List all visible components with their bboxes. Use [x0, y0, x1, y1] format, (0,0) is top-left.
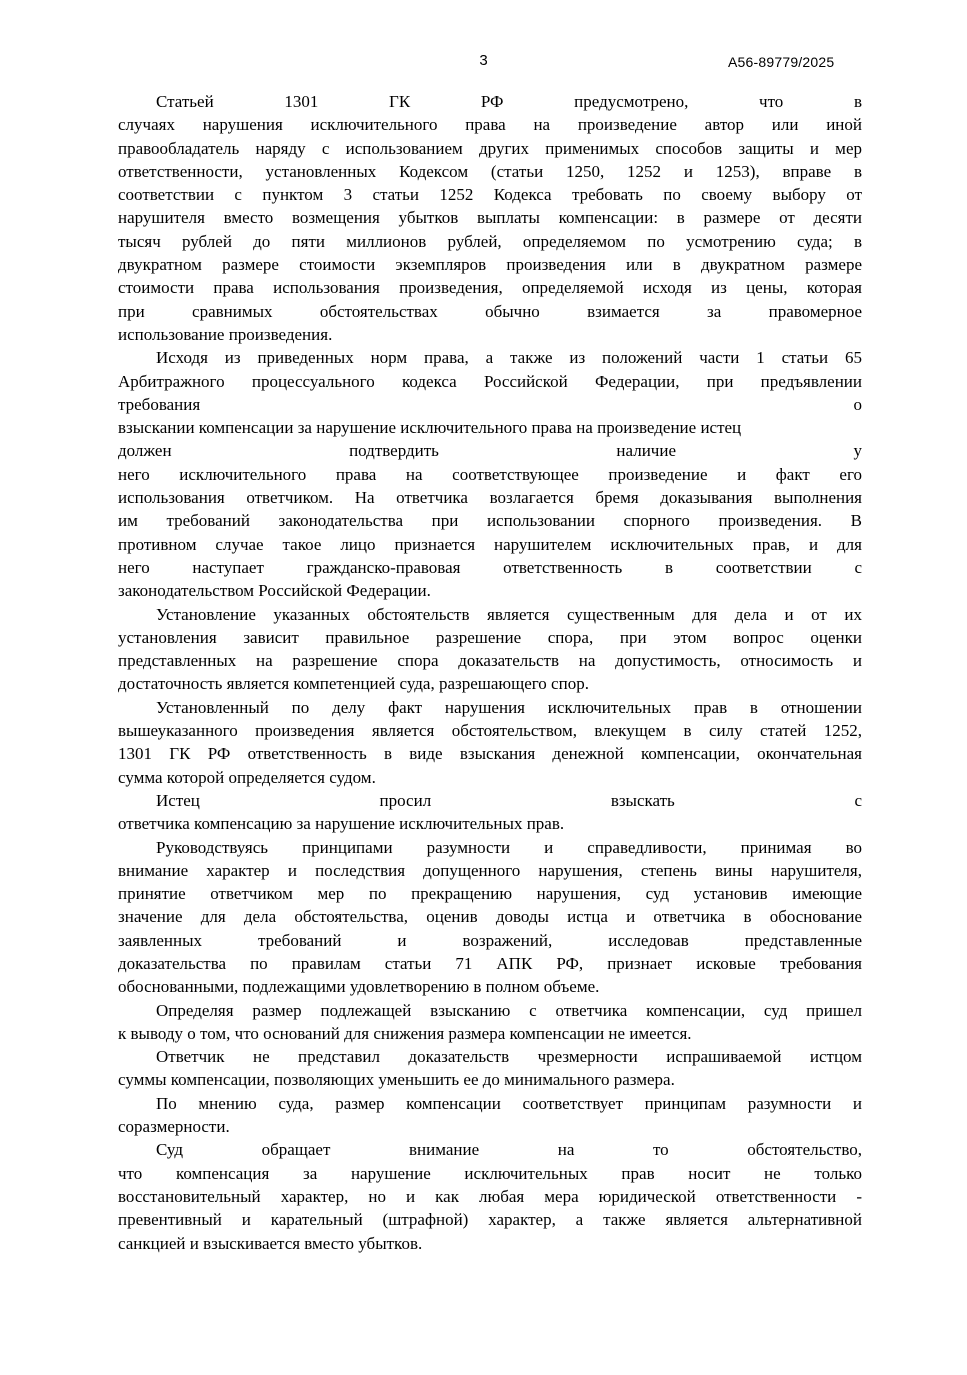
- text-line: восстановительный характер, но и как любая мера юридической ответственности -: [118, 1186, 862, 1206]
- text-line: Суд обращает внимание на то обстоятельство,: [156, 1140, 862, 1160]
- paragraph: [118, 603, 862, 696]
- paragraph: [118, 1045, 862, 1092]
- case-number: А56-89779/2025: [728, 54, 835, 70]
- text-line: достаточность является компетенцией суда, разрешающего спор.: [118, 674, 589, 694]
- text-line: соразмерности.: [118, 1117, 230, 1137]
- text-line: вышеуказанного произведения является обстоятельством, влекущем в силу статей 1252,: [118, 721, 862, 741]
- text-line: Исходя из приведенных норм права, а также из положений части 1 статьи 65: [156, 348, 862, 368]
- paragraph: [118, 999, 862, 1046]
- text-line: что компенсация за нарушение исключительных прав носит не только: [118, 1163, 862, 1183]
- text-line: Статьей 1301 ГК РФ предусмотрено, что в: [156, 92, 862, 111]
- text-line: суммы компенсации, позволяющих уменьшить ее до минимального размера.: [118, 1070, 675, 1090]
- text-line: Руководствуясь принципами разумности и справедливости, принимая во: [156, 837, 862, 857]
- text-line: правообладатель наряду с использованием других применимых способов защиты и мер: [118, 138, 862, 158]
- paragraph: [118, 836, 862, 999]
- text-line: законодательством Российской Федерации.: [118, 581, 431, 601]
- text-line: него наступает гражданско-правовая ответственность в соответствии с: [118, 557, 862, 577]
- text-line: 1301 ГК РФ ответственность в виде взыскания денежной компенсации, окончательная: [118, 744, 862, 764]
- text-line: внимание характер и последствия допущенного нарушения, степень вины нарушителя,: [118, 860, 862, 880]
- text-line: им требований законодательства при использовании спорного произведения. В: [118, 511, 862, 531]
- text-line: Истец просил взыскать с: [156, 790, 862, 810]
- text-line: двукратном размере стоимости экземпляров произведения или в двукратном размере: [118, 255, 862, 275]
- text-line: должен подтвердить наличие у: [118, 441, 862, 461]
- document-body: [118, 90, 862, 1255]
- text-line: доказательства по правилам статьи 71 АПК РФ, признает исковые требования: [118, 953, 862, 973]
- text-line: взыскании компенсации за нарушение исключительного права на произведение истец: [118, 418, 742, 438]
- text-line: требования о: [118, 394, 862, 414]
- page-header: [0, 52, 967, 72]
- text-line: Установленный по делу факт нарушения исключительных прав в отношении: [156, 697, 862, 717]
- text-line: нарушителя вместо возмещения убытков выплаты компенсации: в размере от десяти: [118, 208, 862, 228]
- text-line: сумма которой определяется судом.: [118, 767, 376, 787]
- text-line: заявленных требований и возражений, исследовав представленные: [118, 930, 862, 950]
- text-line: случаях нарушения исключительного права на произведение автор или иной: [118, 115, 862, 135]
- text-line: использование произведения.: [118, 324, 333, 344]
- text-line: По мнению суда, размер компенсации соответствует принципам разумности и: [156, 1093, 862, 1113]
- text-line: установления зависит правильное разрешение спора, при этом вопрос оценки: [118, 627, 862, 647]
- text-line: него исключительного права на соответствующее произведение и факт его: [118, 464, 862, 484]
- text-line: Установление указанных обстоятельств является существенным для дела и от их: [156, 604, 862, 624]
- text-line: соответствии с пунктом 3 статьи 1252 Кодекса требовать по своему выбору от: [118, 185, 862, 205]
- text-line: Арбитражного процессуального кодекса Российской Федерации, при предъявлении: [118, 371, 862, 391]
- text-line: ответственности, установленных Кодексом (статьи 1250, 1252 и 1253), вправе в: [118, 161, 862, 181]
- paragraph: [118, 1138, 862, 1254]
- text-line: превентивный и карательный (штрафной) характер, а также является альтернативной: [118, 1210, 862, 1230]
- text-line: значение для дела обстоятельства, оценив доводы истца и ответчика в обоснование: [118, 907, 862, 927]
- text-line: при сравнимых обстоятельствах обычно взимается за правомерное: [118, 301, 862, 321]
- text-line: обоснованными, подлежащими удовлетворению в полном объеме.: [118, 977, 600, 997]
- paragraph: [118, 90, 862, 346]
- text-line: противном случае такое лицо признается нарушителем исключительных прав, и для: [118, 534, 862, 554]
- paragraph: [118, 696, 862, 789]
- paragraph: [118, 789, 862, 836]
- text-line: Определяя размер подлежащей взысканию с ответчика компенсации, суд пришел: [156, 1000, 862, 1020]
- text-line: использования ответчиком. На ответчика возлагается бремя доказывания выполнения: [118, 488, 862, 508]
- text-line: ответчика компенсацию за нарушение исключительных прав.: [118, 814, 565, 834]
- text-line: принятие ответчиком мер по прекращению нарушения, суд установив имеющие: [118, 884, 862, 904]
- paragraph: [118, 346, 862, 602]
- text-line: Ответчик не представил доказательств чрезмерности испрашиваемой истцом: [156, 1047, 862, 1067]
- text-line: стоимости права использования произведения, определяемой исходя из цены, которая: [118, 278, 862, 298]
- page-number: 3: [479, 52, 488, 69]
- text-line: санкцией и взыскивается вместо убытков.: [118, 1233, 423, 1253]
- text-line: к выводу о том, что оснований для снижения размера компенсации не имеется.: [118, 1023, 692, 1043]
- text-line: представленных на разрешение спора доказательств на допустимость, относимость и: [118, 651, 862, 671]
- text-line: тысяч рублей до пяти миллионов рублей, определяемом по усмотрению суда; в: [118, 231, 862, 251]
- paragraph: [118, 1092, 862, 1139]
